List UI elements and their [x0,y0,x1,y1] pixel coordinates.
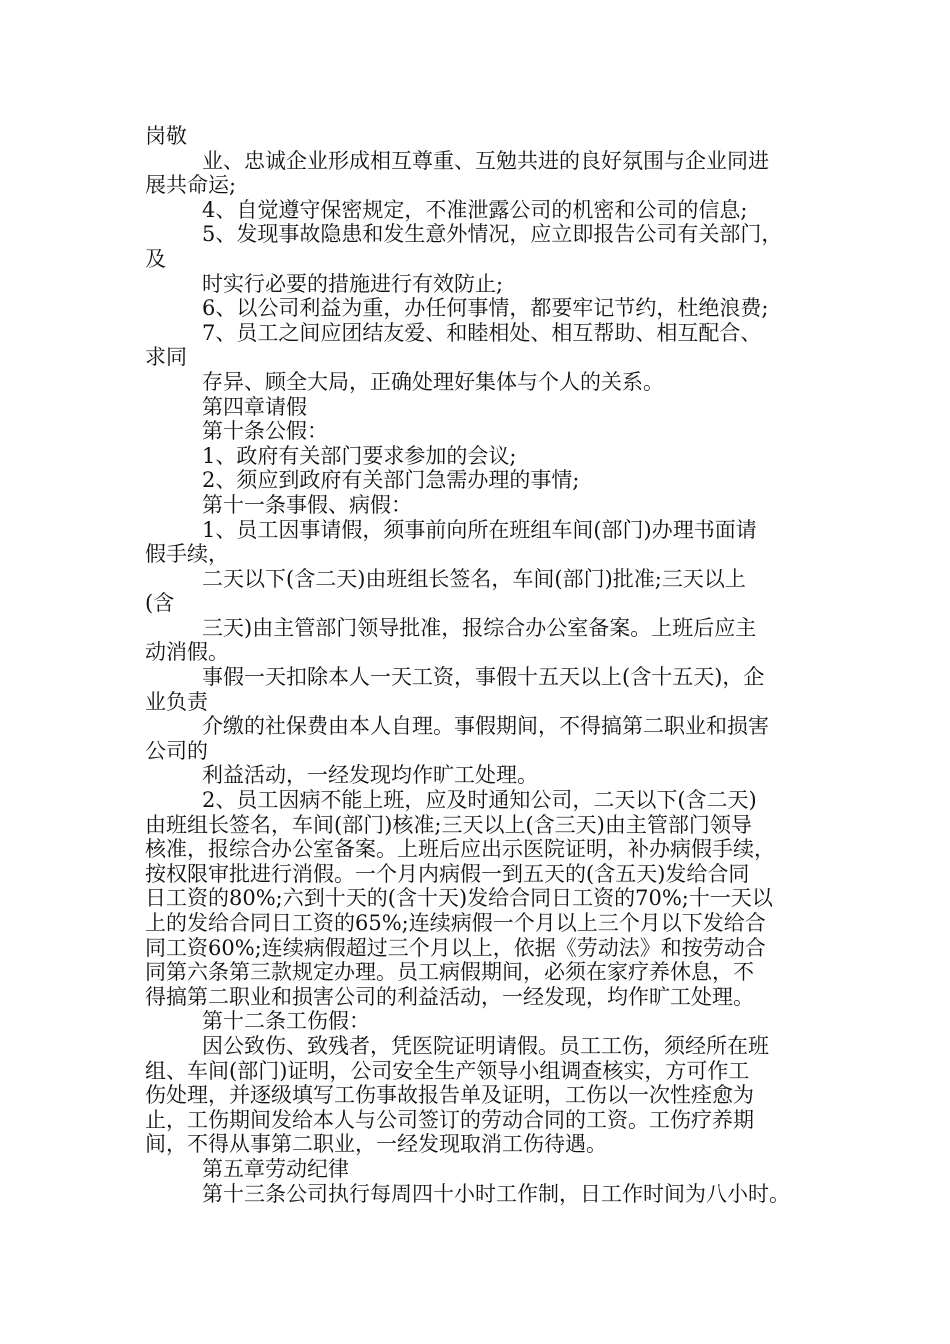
text-line: 求同 [145,345,187,370]
text-line: 第五章劳动纪律 [202,1156,349,1181]
text-line: 6、以公司利益为重，办任何事情，都要牢记节约，杜绝浪费; [202,296,769,321]
text-line: 第十二条工伤假： [202,1009,370,1034]
text-line: 因公致伤、致残者，凭医院证明请假。员工工伤，须经所在班 [202,1033,769,1058]
text-line: 1、员工因事请假，须事前向所在班组车间(部门)办理书面请 [202,517,757,542]
text-line: 2、须应到政府有关部门急需办理的事情; [202,468,580,493]
text-line: (含 [145,591,175,616]
text-line: 及 [145,246,166,271]
text-line: 由班组长签名，车间(部门)核准;三天以上(含三天)由主管部门领导 [145,812,752,837]
text-line: 二天以下(含二天)由班组长签名，车间(部门)批准;三天以上 [202,566,746,591]
text-line: 介缴的社保费由本人自理。事假期间，不得搞第二职业和损害 [202,714,769,739]
text-line: 2、员工因病不能上班，应及时通知公司，二天以下(含二天) [202,788,757,813]
text-line: 公司的 [145,738,208,763]
text-line: 得搞第二职业和损害公司的利益活动，一经发现，均作旷工处理。 [145,984,754,1009]
text-line: 1、政府有关部门要求参加的会议; [202,443,517,468]
text-line: 动消假。 [145,640,229,665]
text-line: 存异、顾全大局，正确处理好集体与个人的关系。 [202,369,664,394]
text-line: 同第六条第三款规定办理。员工病假期间，必须在家疗养休息，不 [145,960,754,985]
text-line: 止，工伤期间发给本人与公司签订的劳动合同的工资。工伤疗养期 [145,1107,754,1132]
text-line: 上的发给合同日工资的65%;连续病假一个月以上三个月以下发给合 [145,911,766,935]
text-line: 利益活动，一经发现均作旷工处理。 [202,763,538,788]
text-line: 日工资的80%;六到十天的(含十天)发给合同日工资的70%;十一天以 [145,886,773,911]
text-line: 业负责 [145,689,208,714]
text-line: 5、发现事故隐患和发生意外情况，应立即报告公司有关部门， [202,222,783,247]
text-line: 第十三条公司执行每周四十小时工作制，日工作时间为八小时。 [202,1181,790,1206]
text-line: 岗敬 [145,124,187,148]
text-line: 7、员工之间应团结友爱、和睦相处、相互帮助、相互配合、 [202,320,762,345]
text-line: 展共命运; [145,173,237,198]
text-line: 按权限审批进行消假。一个月内病假一到五天的(含五天)发给合同 [145,861,750,886]
text-line: 第十一条事假、病假： [202,492,412,517]
text-line: 伤处理，并逐级填写工伤事故报告单及证明，工伤以一次性痊愈为 [145,1083,754,1108]
text-line: 核准，报综合办公室备案。上班后应出示医院证明，补办病假手续， [145,837,775,862]
document-body [145,124,825,1206]
text-line: 同工资60%;连续病假超过三个月以上，依据《劳动法》和按劳动合 [145,935,766,960]
text-line: 间，不得从事第二职业，一经发现取消工伤待遇。 [145,1132,607,1157]
text-line: 第四章请假 [202,394,307,419]
text-line: 组、车间(部门)证明，公司安全生产领导小组调查核实，方可作工 [145,1058,750,1083]
text-line: 假手续， [145,542,229,567]
text-line: 三天)由主管部门领导批准，报综合办公室备案。上班后应主 [202,615,757,640]
text-line: 第十条公假： [202,419,328,444]
text-line: 4、自觉遵守保密规定，不准泄露公司的机密和公司的信息; [202,197,748,222]
text-line: 业、忠诚企业形成相互尊重、互勉共进的良好氛围与企业同进 [202,148,769,173]
text-line: 事假一天扣除本人一天工资，事假十五天以上(含十五天)，企 [202,665,765,690]
text-line: 时实行必要的措施进行有效防止; [202,271,504,296]
